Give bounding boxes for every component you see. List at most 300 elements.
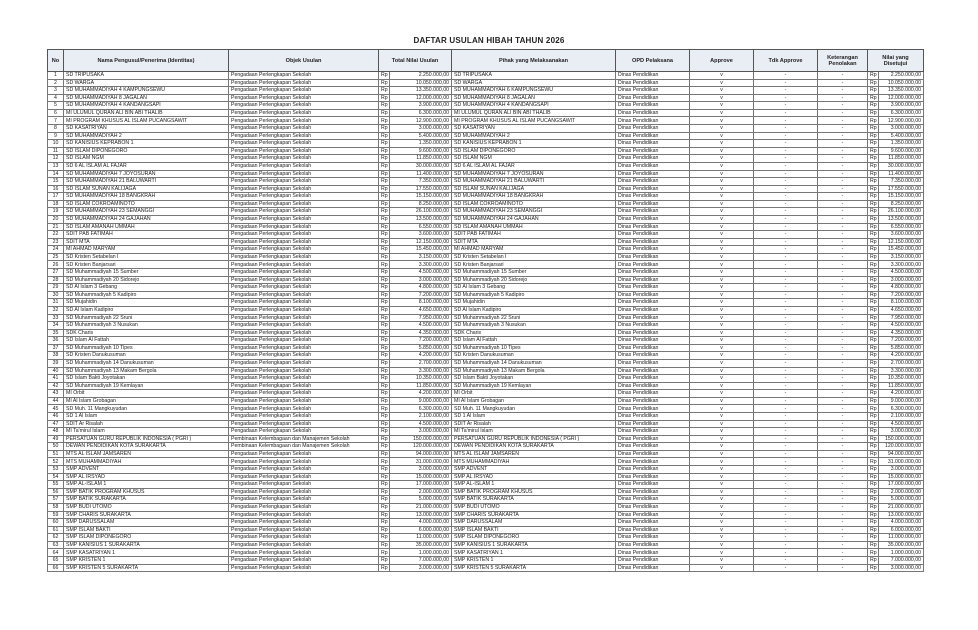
- opd-name: Dinas Pendidikan: [616, 541, 690, 549]
- approve-mark: v: [690, 458, 754, 466]
- currency-label: Rp: [379, 306, 390, 314]
- applicant-name: SD Kristen Setabelan I: [64, 253, 229, 261]
- table-row: [48, 299, 924, 307]
- proposal-object: Pengadaan Perlengkapan Sekolah: [229, 231, 379, 239]
- row-number: 16: [48, 185, 64, 193]
- applicant-name: SD MUHAMMADIYAH 18 BANGKRAH: [64, 193, 229, 201]
- proposal-object: Pengadaan Perlengkapan Sekolah: [229, 223, 379, 231]
- proposal-amount: 15.000.000,00: [390, 473, 452, 481]
- approve-mark: v: [690, 155, 754, 163]
- applicant-name: MTS MUHAMMADIYAH: [64, 458, 229, 466]
- approved-amount: 7.000.000,00: [879, 557, 924, 565]
- rejection-note: -: [818, 443, 868, 451]
- currency-label: Rp: [379, 322, 390, 330]
- not-approve-mark: -: [754, 231, 818, 239]
- rejection-note: -: [818, 352, 868, 360]
- row-number: 6: [48, 109, 64, 117]
- approved-amount: 13.000.000,00: [879, 511, 924, 519]
- opd-name: Dinas Pendidikan: [616, 238, 690, 246]
- not-approve-mark: -: [754, 390, 818, 398]
- approved-currency-label: Rp: [868, 511, 879, 519]
- table-row: [48, 269, 924, 277]
- approved-amount: 21.000.000,00: [879, 503, 924, 511]
- currency-label: Rp: [379, 435, 390, 443]
- currency-label: Rp: [379, 284, 390, 292]
- row-number: 36: [48, 337, 64, 345]
- approved-amount: 9.000.000,00: [879, 397, 924, 405]
- row-number: 24: [48, 246, 64, 254]
- rejection-note: -: [818, 359, 868, 367]
- table-row: [48, 496, 924, 504]
- rejection-note: -: [818, 306, 868, 314]
- approved-amount: 12.000.000,00: [879, 94, 924, 102]
- opd-name: Dinas Pendidikan: [616, 526, 690, 534]
- approved-amount: 6.000.000,00: [879, 526, 924, 534]
- proposal-amount: 7.200.000,00: [390, 291, 452, 299]
- not-approve-mark: -: [754, 541, 818, 549]
- rejection-note: -: [818, 466, 868, 474]
- currency-label: Rp: [379, 178, 390, 186]
- not-approve-mark: -: [754, 87, 818, 95]
- proposal-object: Pengadaan Perlengkapan Sekolah: [229, 541, 379, 549]
- approved-amount: 1.350.000,00: [879, 140, 924, 148]
- row-number: 22: [48, 231, 64, 239]
- applicant-name: SMP KASATRIYAN 1: [64, 549, 229, 557]
- executor-name: SD MUHAMMADIYAH 6 KAMPUNGSEWU: [452, 87, 616, 95]
- grant-proposal-table: [47, 49, 924, 572]
- not-approve-mark: -: [754, 79, 818, 87]
- approved-currency-label: Rp: [868, 466, 879, 474]
- executor-name: SD MUHAMMADIYAH 23 SEMANGGI: [452, 208, 616, 216]
- currency-label: Rp: [379, 117, 390, 125]
- approve-mark: v: [690, 125, 754, 133]
- approved-currency-label: Rp: [868, 413, 879, 421]
- executor-name: SD ISLAM COKROAMINOTO: [452, 200, 616, 208]
- proposal-amount: 13.500.000,00: [390, 215, 452, 223]
- approved-amount: 6.300.000,00: [879, 109, 924, 117]
- currency-label: Rp: [379, 382, 390, 390]
- not-approve-mark: -: [754, 420, 818, 428]
- approved-currency-label: Rp: [868, 140, 879, 148]
- proposal-object: Pengadaan Perlengkapan Sekolah: [229, 132, 379, 140]
- executor-name: MI Orbit: [452, 390, 616, 398]
- not-approve-mark: -: [754, 155, 818, 163]
- opd-name: Dinas Pendidikan: [616, 420, 690, 428]
- not-approve-mark: -: [754, 511, 818, 519]
- not-approve-mark: -: [754, 526, 818, 534]
- currency-label: Rp: [379, 200, 390, 208]
- proposal-amount: 4.500.000,00: [390, 322, 452, 330]
- opd-name: Dinas Pendidikan: [616, 170, 690, 178]
- opd-name: Dinas Pendidikan: [616, 162, 690, 170]
- currency-label: Rp: [379, 397, 390, 405]
- proposal-amount: 1.350.000,00: [390, 140, 452, 148]
- approve-mark: v: [690, 466, 754, 474]
- approved-amount: 7.200.000,00: [879, 337, 924, 345]
- approved-currency-label: Rp: [868, 367, 879, 375]
- proposal-object: Pengadaan Perlengkapan Sekolah: [229, 511, 379, 519]
- approved-amount: 3.600.000,00: [879, 231, 924, 239]
- rejection-note: -: [818, 162, 868, 170]
- approved-amount: 3.000.000,00: [879, 428, 924, 436]
- approve-mark: v: [690, 269, 754, 277]
- currency-label: Rp: [379, 261, 390, 269]
- not-approve-mark: -: [754, 170, 818, 178]
- executor-name: SD MUHAMMADIYAH 18 BANGKRAH: [452, 193, 616, 201]
- table-row: [48, 314, 924, 322]
- executor-name: SMP ADVENT: [452, 466, 616, 474]
- not-approve-mark: -: [754, 299, 818, 307]
- not-approve-mark: -: [754, 481, 818, 489]
- rejection-note: -: [818, 458, 868, 466]
- executor-name: SD KASATRIYAN: [452, 125, 616, 133]
- proposal-object: Pengadaan Perlengkapan Sekolah: [229, 314, 379, 322]
- row-number: 14: [48, 170, 64, 178]
- approve-mark: v: [690, 344, 754, 352]
- proposal-amount: 15.150.000,00: [390, 193, 452, 201]
- approve-mark: v: [690, 337, 754, 345]
- not-approve-mark: -: [754, 261, 818, 269]
- approved-currency-label: Rp: [868, 337, 879, 345]
- not-approve-mark: -: [754, 503, 818, 511]
- rejection-note: -: [818, 208, 868, 216]
- proposal-amount: 9.600.000,00: [390, 147, 452, 155]
- table-row: [48, 390, 924, 398]
- executor-name: SMP ISLAM BAKTI: [452, 526, 616, 534]
- proposal-amount: 15.450.000,00: [390, 246, 452, 254]
- approved-currency-label: Rp: [868, 428, 879, 436]
- proposal-amount: 4.650.000,00: [390, 306, 452, 314]
- rejection-note: -: [818, 79, 868, 87]
- row-number: 65: [48, 557, 64, 565]
- executor-name: SD MUHAMMADIYAH 2: [452, 132, 616, 140]
- approved-amount: 11.400.000,00: [879, 170, 924, 178]
- executor-name: SD ISLAM NGM: [452, 155, 616, 163]
- currency-label: Rp: [379, 215, 390, 223]
- proposal-object: Pengadaan Perlengkapan Sekolah: [229, 322, 379, 330]
- currency-label: Rp: [379, 405, 390, 413]
- opd-name: Dinas Pendidikan: [616, 503, 690, 511]
- applicant-name: MI ULUMUL QURAN ALI BIN ABI THALIB: [64, 109, 229, 117]
- currency-label: Rp: [379, 458, 390, 466]
- row-number: 13: [48, 162, 64, 170]
- opd-name: Dinas Pendidikan: [616, 473, 690, 481]
- row-number: 35: [48, 329, 64, 337]
- executor-name: SMP BUDI UTOMO: [452, 503, 616, 511]
- row-number: 41: [48, 375, 64, 383]
- opd-name: Dinas Pendidikan: [616, 261, 690, 269]
- executor-name: SD MUHAMMADIYAH 7 JOYOSURAN: [452, 170, 616, 178]
- proposal-amount: 5.400.000,00: [390, 132, 452, 140]
- row-number: 37: [48, 344, 64, 352]
- proposal-amount: 3.000.000,00: [390, 564, 452, 572]
- approved-amount: 3.300.000,00: [879, 261, 924, 269]
- proposal-amount: 11.400.000,00: [390, 170, 452, 178]
- currency-label: Rp: [379, 390, 390, 398]
- executor-name: MI Al Islam Grobagan: [452, 397, 616, 405]
- executor-name: SMP BATIK PROGRAM KHUSUS: [452, 488, 616, 496]
- approved-amount: 3.000.000,00: [879, 125, 924, 133]
- approved-currency-label: Rp: [868, 178, 879, 186]
- proposal-object: Pengadaan Perlengkapan Sekolah: [229, 367, 379, 375]
- approved-currency-label: Rp: [868, 405, 879, 413]
- opd-name: Dinas Pendidikan: [616, 390, 690, 398]
- rejection-note: -: [818, 481, 868, 489]
- approved-amount: 15.000.000,00: [879, 473, 924, 481]
- proposal-object: Pengadaan Perlengkapan Sekolah: [229, 87, 379, 95]
- proposal-object: Pengadaan Perlengkapan Sekolah: [229, 496, 379, 504]
- approve-mark: v: [690, 352, 754, 360]
- table-row: [48, 178, 924, 186]
- approved-amount: 7.950.000,00: [879, 314, 924, 322]
- opd-name: Dinas Pendidikan: [616, 208, 690, 216]
- executor-name: SD 1 Al Islam: [452, 413, 616, 421]
- proposal-object: Pengadaan Perlengkapan Sekolah: [229, 488, 379, 496]
- applicant-name: MI PROGRAM KHUSUS AL ISLAM PUCANGSAWIT: [64, 117, 229, 125]
- row-number: 11: [48, 147, 64, 155]
- approved-amount: 2.250.000,00: [879, 72, 924, 80]
- row-number: 26: [48, 261, 64, 269]
- approve-mark: v: [690, 428, 754, 436]
- approved-amount: 8.250.000,00: [879, 200, 924, 208]
- opd-name: Dinas Pendidikan: [616, 306, 690, 314]
- not-approve-mark: -: [754, 496, 818, 504]
- table-row: [48, 215, 924, 223]
- row-number: 49: [48, 435, 64, 443]
- approved-amount: 35.000.000,00: [879, 541, 924, 549]
- approved-amount: 12.150.000,00: [879, 238, 924, 246]
- proposal-object: Pengadaan Perlengkapan Sekolah: [229, 117, 379, 125]
- not-approve-mark: -: [754, 405, 818, 413]
- proposal-object: Pengadaan Perlengkapan Sekolah: [229, 284, 379, 292]
- approved-currency-label: Rp: [868, 72, 879, 80]
- approve-mark: v: [690, 503, 754, 511]
- proposal-amount: 8.100.000,00: [390, 299, 452, 307]
- approve-mark: v: [690, 238, 754, 246]
- approved-currency-label: Rp: [868, 314, 879, 322]
- approved-amount: 15.450.000,00: [879, 246, 924, 254]
- currency-label: Rp: [379, 496, 390, 504]
- currency-label: Rp: [379, 359, 390, 367]
- approved-currency-label: Rp: [868, 458, 879, 466]
- applicant-name: SMP BUDI UTOMO: [64, 503, 229, 511]
- proposal-object: Pengadaan Perlengkapan Sekolah: [229, 382, 379, 390]
- currency-label: Rp: [379, 299, 390, 307]
- rejection-note: -: [818, 231, 868, 239]
- approved-currency-label: Rp: [868, 276, 879, 284]
- executor-name: SD MUHAMMADIYAH 24 GAJAHAN: [452, 215, 616, 223]
- proposal-object: Pengadaan Perlengkapan Sekolah: [229, 200, 379, 208]
- approved-amount: 26.100.000,00: [879, 208, 924, 216]
- executor-name: SD Muhammadiyah 20 Sidorejo: [452, 276, 616, 284]
- approved-amount: 120.000.000,00: [879, 443, 924, 451]
- table-row: [48, 79, 924, 87]
- currency-label: Rp: [379, 344, 390, 352]
- opd-name: Dinas Pendidikan: [616, 215, 690, 223]
- row-number: 21: [48, 223, 64, 231]
- applicant-name: SD Islam Bakti Joyotakan: [64, 375, 229, 383]
- executor-name: MTS AL ISLAM JAMSAREN: [452, 450, 616, 458]
- rejection-note: -: [818, 284, 868, 292]
- opd-name: Dinas Pendidikan: [616, 443, 690, 451]
- proposal-amount: 9.000.000,00: [390, 397, 452, 405]
- approved-currency-label: Rp: [868, 541, 879, 549]
- not-approve-mark: -: [754, 329, 818, 337]
- approved-currency-label: Rp: [868, 238, 879, 246]
- currency-label: Rp: [379, 291, 390, 299]
- proposal-object: Pengadaan Perlengkapan Sekolah: [229, 534, 379, 542]
- applicant-name: SD Muhammadiyah 3 Nusukan: [64, 322, 229, 330]
- opd-name: Dinas Pendidikan: [616, 72, 690, 80]
- proposal-amount: 2.000.000,00: [390, 488, 452, 496]
- proposal-object: Pengadaan Perlengkapan Sekolah: [229, 276, 379, 284]
- not-approve-mark: -: [754, 534, 818, 542]
- opd-name: Dinas Pendidikan: [616, 481, 690, 489]
- not-approve-mark: -: [754, 557, 818, 565]
- table-row: [48, 564, 924, 572]
- approve-mark: v: [690, 397, 754, 405]
- rejection-note: -: [818, 193, 868, 201]
- proposal-object: Pengadaan Perlengkapan Sekolah: [229, 420, 379, 428]
- proposal-amount: 6.300.000,00: [390, 405, 452, 413]
- not-approve-mark: -: [754, 322, 818, 330]
- rejection-note: -: [818, 299, 868, 307]
- applicant-name: SD Muhammadiyah 20 Sidorejo: [64, 276, 229, 284]
- approve-mark: v: [690, 200, 754, 208]
- approved-currency-label: Rp: [868, 496, 879, 504]
- approved-amount: 4.800.000,00: [879, 284, 924, 292]
- not-approve-mark: -: [754, 488, 818, 496]
- not-approve-mark: -: [754, 200, 818, 208]
- rejection-note: -: [818, 291, 868, 299]
- proposal-amount: 6.000.000,00: [390, 526, 452, 534]
- proposal-amount: 120.000.000,00: [390, 443, 452, 451]
- rejection-note: -: [818, 450, 868, 458]
- proposal-amount: 4.200.000,00: [390, 390, 452, 398]
- applicant-name: SD MUHAMMADIYAH 24 GAJAHAN: [64, 215, 229, 223]
- proposal-amount: 26.100.000,00: [390, 208, 452, 216]
- opd-name: Dinas Pendidikan: [616, 511, 690, 519]
- rejection-note: -: [818, 94, 868, 102]
- proposal-amount: 4.500.000,00: [390, 269, 452, 277]
- approve-mark: v: [690, 276, 754, 284]
- currency-label: Rp: [379, 125, 390, 133]
- table-row: [48, 458, 924, 466]
- rejection-note: -: [818, 511, 868, 519]
- row-number: 57: [48, 496, 64, 504]
- proposal-object: Pengadaan Perlengkapan Sekolah: [229, 503, 379, 511]
- opd-name: Dinas Pendidikan: [616, 375, 690, 383]
- proposal-amount: 10.350.000,00: [390, 375, 452, 383]
- executor-name: MTS MUHAMMADIYAH: [452, 458, 616, 466]
- currency-label: Rp: [379, 473, 390, 481]
- proposal-amount: 10.050.000,00: [390, 79, 452, 87]
- currency-label: Rp: [379, 503, 390, 511]
- row-number: 52: [48, 458, 64, 466]
- currency-label: Rp: [379, 253, 390, 261]
- row-number: 58: [48, 503, 64, 511]
- approved-amount: 4.200.000,00: [879, 352, 924, 360]
- proposal-object: Pengadaan Perlengkapan Sekolah: [229, 261, 379, 269]
- table-row: [48, 435, 924, 443]
- approved-currency-label: Rp: [868, 193, 879, 201]
- not-approve-mark: -: [754, 246, 818, 254]
- executor-name: SMP KRISTEN 1: [452, 557, 616, 565]
- opd-name: Dinas Pendidikan: [616, 253, 690, 261]
- approve-mark: v: [690, 473, 754, 481]
- proposal-object: Pengadaan Perlengkapan Sekolah: [229, 238, 379, 246]
- rejection-note: -: [818, 200, 868, 208]
- opd-name: Dinas Pendidikan: [616, 329, 690, 337]
- rejection-note: -: [818, 246, 868, 254]
- table-row: [48, 519, 924, 527]
- rejection-note: -: [818, 420, 868, 428]
- approve-mark: v: [690, 329, 754, 337]
- col-header-name: Nama Pengusul/Penerima (Identitas): [64, 50, 229, 72]
- proposal-object: Pengadaan Perlengkapan Sekolah: [229, 428, 379, 436]
- executor-name: SD KANISIUS KEPRABON 1: [452, 140, 616, 148]
- not-approve-mark: -: [754, 117, 818, 125]
- proposal-object: Pengadaan Perlengkapan Sekolah: [229, 375, 379, 383]
- not-approve-mark: -: [754, 193, 818, 201]
- not-approve-mark: -: [754, 549, 818, 557]
- opd-name: Dinas Pendidikan: [616, 466, 690, 474]
- applicant-name: DEWAN PENDIDIKAN KOTA SURAKARTA: [64, 443, 229, 451]
- approve-mark: v: [690, 185, 754, 193]
- approved-currency-label: Rp: [868, 132, 879, 140]
- row-number: 23: [48, 238, 64, 246]
- opd-name: Dinas Pendidikan: [616, 435, 690, 443]
- rejection-note: -: [818, 390, 868, 398]
- row-number: 32: [48, 306, 64, 314]
- executor-name: SMP CHARIS SURAKARTA: [452, 511, 616, 519]
- row-number: 63: [48, 541, 64, 549]
- row-number: 60: [48, 519, 64, 527]
- approved-amount: 31.000.000,00: [879, 458, 924, 466]
- row-number: 44: [48, 397, 64, 405]
- row-number: 28: [48, 276, 64, 284]
- not-approve-mark: -: [754, 109, 818, 117]
- approved-amount: 12.900.000,00: [879, 117, 924, 125]
- proposal-object: Pengadaan Perlengkapan Sekolah: [229, 564, 379, 572]
- not-approve-mark: -: [754, 284, 818, 292]
- approve-mark: v: [690, 420, 754, 428]
- proposal-amount: 3.000.000,00: [390, 428, 452, 436]
- row-number: 17: [48, 193, 64, 201]
- proposal-amount: 7.200.000,00: [390, 337, 452, 345]
- applicant-name: SD Muh. 11 Mangkuyudan: [64, 405, 229, 413]
- row-number: 59: [48, 511, 64, 519]
- approved-amount: 2.100.000,00: [879, 413, 924, 421]
- applicant-name: SD Muhammadiyah 5 Kadipiro: [64, 291, 229, 299]
- applicant-name: SD WARGA: [64, 79, 229, 87]
- proposal-amount: 2.250.000,00: [390, 72, 452, 80]
- approved-currency-label: Rp: [868, 557, 879, 565]
- approve-mark: v: [690, 284, 754, 292]
- approved-currency-label: Rp: [868, 473, 879, 481]
- approve-mark: v: [690, 564, 754, 572]
- executor-name: DEWAN PENDIDIKAN KOTA SURAKARTA: [452, 443, 616, 451]
- applicant-name: SD Muhammadiyah 15 Sumber: [64, 269, 229, 277]
- proposal-object: Pengadaan Perlengkapan Sekolah: [229, 473, 379, 481]
- page-title: DAFTAR USULAN HIBAH TAHUN 2026: [413, 36, 565, 45]
- approved-currency-label: Rp: [868, 102, 879, 110]
- not-approve-mark: -: [754, 413, 818, 421]
- rejection-note: -: [818, 375, 868, 383]
- executor-name: SD Kristen Danukusuman: [452, 352, 616, 360]
- row-number: 8: [48, 125, 64, 133]
- opd-name: Dinas Pendidikan: [616, 299, 690, 307]
